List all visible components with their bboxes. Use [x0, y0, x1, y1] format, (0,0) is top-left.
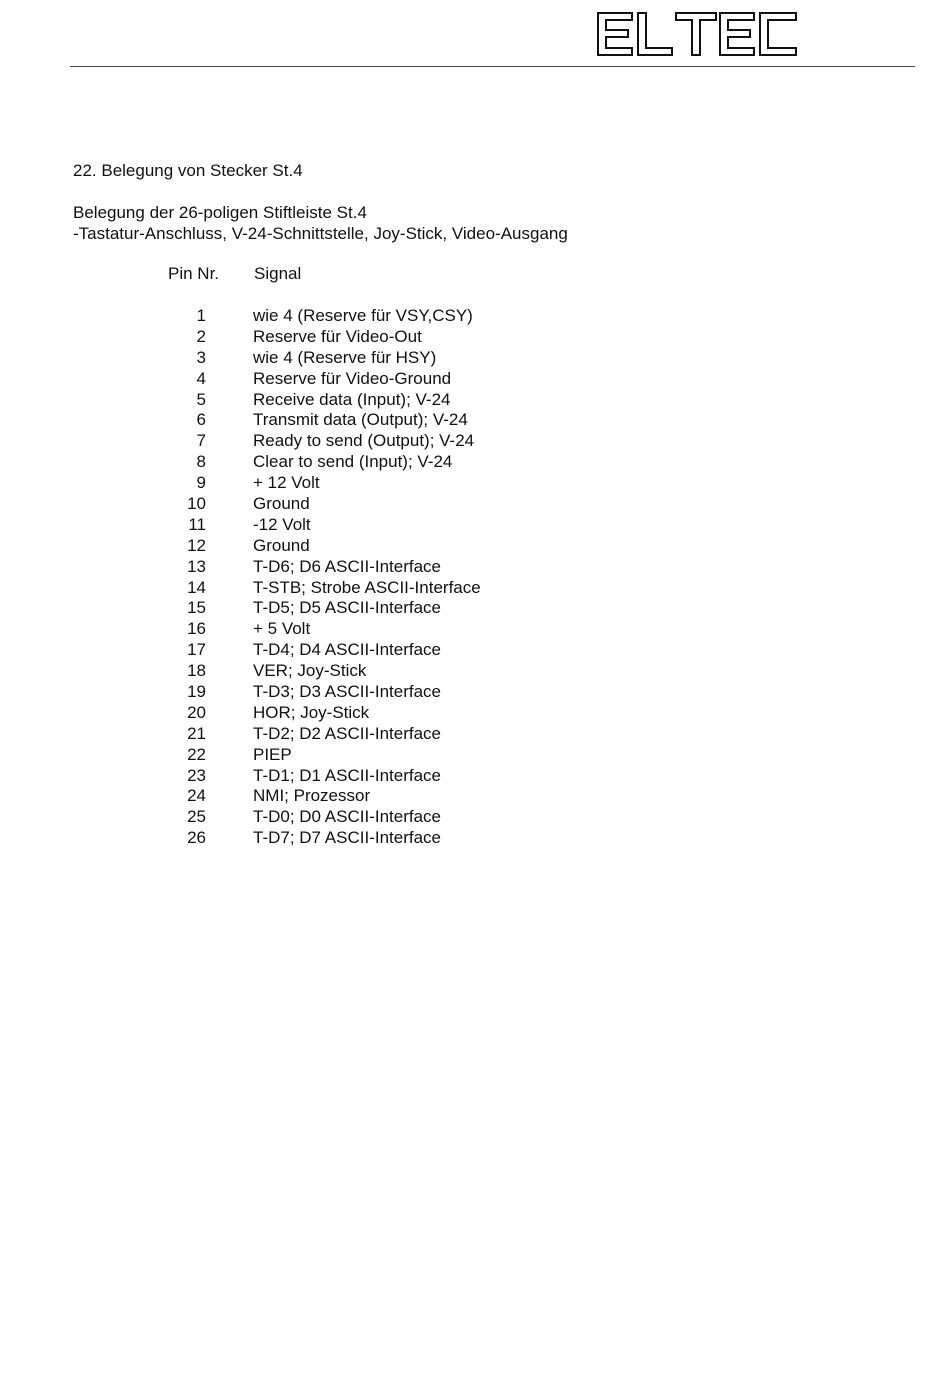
pin-number: 25	[187, 807, 206, 827]
table-row	[0, 515, 950, 536]
table-row	[0, 327, 950, 348]
table-row	[0, 619, 950, 640]
pin-number: 24	[187, 786, 206, 806]
table-row	[0, 703, 950, 724]
signal-name: T-D1; D1 ASCII-Interface	[253, 765, 442, 785]
signal-name: HOR; Joy-Stick	[253, 702, 370, 722]
table-row	[0, 536, 950, 557]
signal-name: T-D2; D2 ASCII-Interface	[253, 723, 442, 743]
pin-number: 10	[187, 494, 206, 514]
signal-name: Reserve für Video-Out	[253, 326, 422, 346]
table-row	[0, 348, 950, 369]
table-row	[0, 807, 950, 828]
pin-number: 20	[187, 702, 206, 722]
signal-name: T-D0; D0 ASCII-Interface	[253, 807, 442, 827]
pin-number: 13	[187, 556, 206, 576]
table-row	[0, 431, 950, 452]
section-heading: 22. Belegung von Stecker St.4	[73, 161, 303, 180]
pin-number: 19	[187, 682, 206, 702]
signal-name: PIEP	[253, 744, 292, 764]
table-row	[0, 828, 950, 849]
pin-number: 22	[187, 744, 206, 764]
column-header-signal: Signal	[254, 264, 302, 283]
table-row	[0, 766, 950, 787]
table-row	[0, 578, 950, 599]
signal-name: Reserve für Video-Ground	[253, 368, 452, 388]
table-row	[0, 786, 950, 807]
pin-number: 23	[187, 765, 206, 785]
table-row	[0, 724, 950, 745]
pin-number: 6	[196, 410, 206, 430]
table-row	[0, 390, 950, 411]
table-row	[0, 369, 950, 390]
signal-name: T-D7; D7 ASCII-Interface	[253, 828, 442, 848]
table-row	[0, 682, 950, 703]
pin-number: 11	[188, 514, 206, 534]
pin-number: 21	[187, 723, 206, 743]
signal-name: Transmit data (Output); V-24	[253, 410, 468, 430]
pin-number: 8	[196, 452, 206, 472]
signal-name: VER; Joy-Stick	[253, 661, 367, 681]
table-row	[0, 557, 950, 578]
pin-number: 16	[187, 619, 206, 639]
table-row	[0, 473, 950, 494]
pin-number: 18	[187, 661, 206, 681]
pin-number: 17	[187, 640, 206, 660]
signal-name: T-STB; Strobe ASCII-Interface	[253, 577, 481, 597]
table-row	[0, 494, 950, 515]
pin-number: 7	[196, 431, 206, 451]
table-body	[0, 306, 950, 849]
subtitle-line-1: Belegung der 26-poligen Stiftleiste St.4	[73, 203, 367, 222]
signal-name: + 5 Volt	[253, 619, 311, 639]
signal-name: Ground	[253, 494, 310, 514]
pin-number: 26	[187, 828, 206, 848]
signal-name: NMI; Prozessor	[253, 786, 371, 806]
pin-number: 15	[187, 598, 206, 618]
table-header	[0, 263, 950, 285]
table-row	[0, 306, 950, 327]
table-row	[0, 745, 950, 766]
table-row	[0, 452, 950, 473]
pin-number: 5	[196, 389, 206, 409]
signal-name: + 12 Volt	[253, 473, 320, 493]
subtitle-line-2: -Tastatur-Anschluss, V-24-Schnittstelle, Joy-Stick, Video-Ausgang	[73, 224, 568, 243]
table-row	[0, 661, 950, 682]
table-row	[0, 598, 950, 619]
signal-name: Clear to send (Input); V-24	[253, 452, 453, 472]
header-rule	[70, 66, 915, 67]
section-subtitle	[73, 202, 568, 244]
pin-number: 1	[196, 306, 206, 325]
eltec-logo	[594, 10, 800, 58]
signal-name: Receive data (Input); V-24	[253, 389, 451, 409]
signal-name: T-D4; D4 ASCII-Interface	[253, 640, 442, 660]
signal-name: T-D6; D6 ASCII-Interface	[253, 556, 442, 576]
pin-number: 14	[187, 577, 206, 597]
pin-number: 3	[196, 347, 206, 367]
signal-name: wie 4 (Reserve für HSY)	[253, 347, 437, 367]
signal-name: wie 4 (Reserve für VSY,CSY)	[253, 306, 473, 325]
signal-name: Ground	[253, 535, 310, 555]
pin-number: 12	[187, 535, 206, 555]
column-header-pin: Pin Nr.	[168, 264, 220, 283]
table-row	[0, 410, 950, 431]
pin-number: 4	[196, 368, 206, 388]
signal-name: -12 Volt	[253, 514, 311, 534]
pin-number: 9	[196, 473, 206, 493]
signal-name: T-D3; D3 ASCII-Interface	[253, 682, 442, 702]
signal-name: T-D5; D5 ASCII-Interface	[253, 598, 442, 618]
pin-number: 2	[196, 326, 206, 346]
signal-name: Ready to send (Output); V-24	[253, 431, 475, 451]
table-row	[0, 640, 950, 661]
pin-table	[0, 263, 950, 848]
